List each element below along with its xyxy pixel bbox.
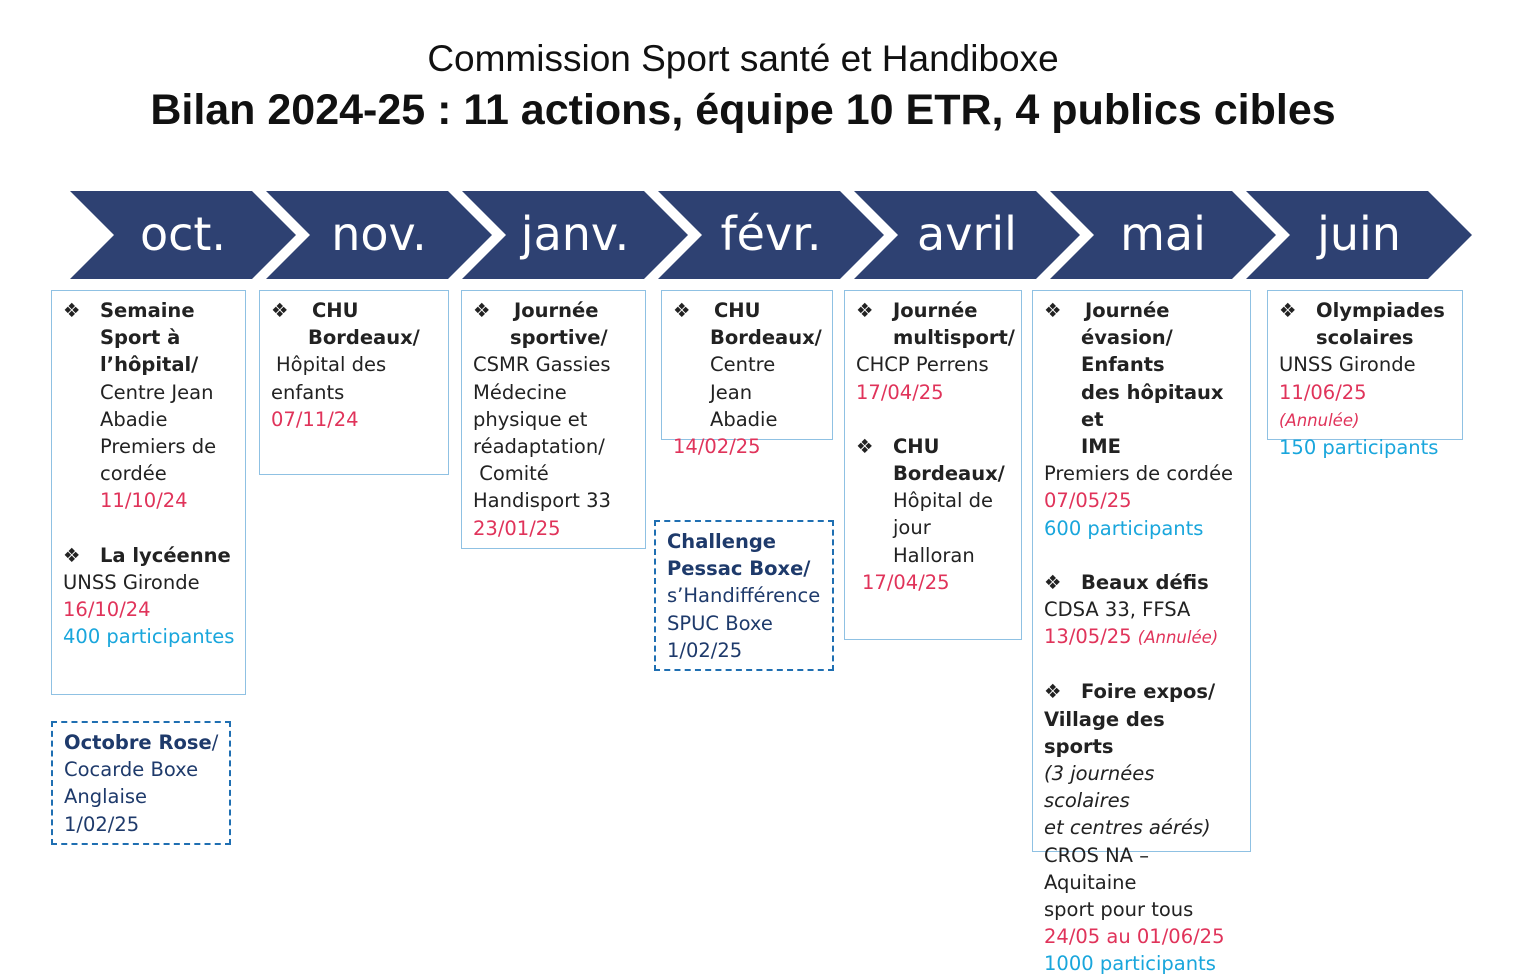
event-item [1044, 569, 1240, 596]
event-date: 1/02/25 [667, 638, 743, 662]
event-detail: CROS NA – Aquitaine [1044, 843, 1149, 894]
event-item [271, 297, 438, 351]
month-label: avril [917, 207, 1017, 261]
event-details [673, 351, 822, 433]
diamond-bullet-icon: ❖ [673, 299, 691, 322]
month-chevron-fevr [658, 191, 884, 279]
event-note: (3 journées scolaires [1044, 762, 1155, 813]
card-oct [51, 290, 246, 695]
event-title: multisport/ [893, 326, 1015, 350]
event-item [673, 297, 822, 351]
diamond-bullet-icon: ❖ [473, 299, 491, 322]
event-detail: Hôpital des [276, 353, 387, 377]
event-detail: réadaptation/ [473, 435, 605, 459]
event-title: Beaux défis [1081, 570, 1209, 594]
event-detail: jour [893, 516, 931, 540]
event-date: 17/04/25 [862, 570, 950, 594]
event-detail: Médecine [473, 380, 567, 404]
event-details [63, 379, 235, 515]
event-title: Village des sports [1044, 707, 1165, 758]
event-title: Journée [514, 299, 599, 322]
event-title-suffix: / [211, 731, 219, 754]
event-detail: Halloran [893, 543, 975, 567]
card-janv [461, 290, 646, 549]
event-detail: Hôpital de [893, 489, 993, 513]
month-label: mai [1120, 207, 1206, 261]
cancelled-note: (Annulée) [1137, 628, 1219, 648]
event-detail: cordée [100, 462, 167, 486]
event-item [1044, 678, 1240, 705]
event-title: CHU [893, 434, 940, 458]
event-date: 14/02/25 [673, 435, 761, 459]
diamond-bullet-icon: ❖ [271, 299, 289, 322]
event-participants: 600 participants [1044, 516, 1204, 540]
month-chevron-juin [1246, 191, 1472, 279]
event-title: Journée [1085, 299, 1170, 322]
event-title: Journée [893, 299, 978, 322]
month-chevron-janv [462, 191, 688, 279]
card-juin [1267, 290, 1463, 460]
event-item [63, 297, 235, 379]
event-title: des hôpitaux et [1081, 380, 1224, 431]
event-note: et centres aérés) [1044, 816, 1211, 840]
event-detail: physique et [473, 407, 588, 431]
event-org: Premiers de cordée [1044, 462, 1234, 486]
event-item [1279, 297, 1452, 351]
event-title: Challenge [667, 530, 777, 553]
event-date: 07/05/25 [1044, 489, 1132, 513]
event-title: Bordeaux/ [893, 462, 1005, 486]
month-chevron-oct [70, 191, 296, 279]
event-item [473, 297, 635, 351]
event-date: 1/02/25 [64, 812, 140, 836]
diamond-bullet-icon: ❖ [1044, 299, 1062, 322]
diamond-bullet-icon: ❖ [1279, 299, 1297, 322]
event-detail: Premiers de [100, 435, 217, 459]
diamond-bullet-icon: ❖ [1044, 680, 1062, 704]
month-label: juin [1317, 207, 1401, 261]
month-chevron-mai [1050, 191, 1276, 279]
card-oct-extra [51, 721, 231, 845]
event-title: Olympiades [1316, 299, 1445, 322]
month-label: févr. [720, 207, 822, 261]
event-detail: s’Handifférence [667, 584, 821, 608]
event-detail: SPUC Boxe [667, 611, 773, 635]
card-nov [259, 290, 449, 475]
event-date: 24/05 au 01/06/25 [1044, 925, 1225, 949]
event-detail: enfants [271, 380, 345, 404]
event-title-line [64, 729, 219, 756]
cancelled-note: (Annulée) [1279, 410, 1360, 430]
event-item [856, 433, 1011, 487]
event-title: CHU [714, 299, 761, 322]
page-title: Bilan 2024-25 : 11 actions, équipe 10 ETR, 4 publics cibles [150, 86, 1336, 134]
month-chevron-nov [266, 191, 492, 279]
event-detail: Handisport 33 [473, 489, 611, 513]
event-detail: sport pour tous [1044, 898, 1194, 922]
event-detail: Cocarde Boxe [64, 758, 199, 782]
diamond-bullet-icon: ❖ [1044, 570, 1062, 594]
event-org: UNSS Gironde [1279, 353, 1416, 377]
event-detail: Comité [473, 462, 549, 486]
event-date: 23/01/25 [473, 516, 561, 540]
event-date-line [1044, 623, 1240, 651]
event-title: Pessac Boxe/ [667, 557, 811, 581]
month-label: nov. [331, 207, 427, 261]
diamond-bullet-icon: ❖ [856, 434, 874, 458]
diamond-bullet-icon: ❖ [63, 299, 81, 322]
event-org: CHCP Perrens [856, 353, 989, 377]
month-label: janv. [520, 207, 630, 261]
event-title: Sport à [100, 326, 181, 350]
diamond-bullet-icon: ❖ [856, 299, 874, 322]
event-title: Bordeaux/ [308, 326, 420, 350]
event-item [1044, 297, 1240, 460]
event-title: CHU [312, 299, 359, 322]
event-date: 13/05/25 [1044, 625, 1132, 649]
event-title: IME [1081, 435, 1121, 459]
event-title: Octobre Rose [64, 731, 212, 754]
event-title: Semaine [100, 299, 195, 322]
event-date: 11/06/25 [1279, 380, 1367, 404]
event-date: 16/10/24 [63, 598, 151, 622]
card-mai [1032, 290, 1251, 976]
event-detail: Centre Jean [710, 353, 776, 404]
month-label: oct. [139, 207, 227, 261]
card-fevr [661, 290, 833, 459]
event-item [856, 297, 1015, 351]
event-title: Foire expos/ [1081, 680, 1216, 704]
event-date-line [1279, 379, 1452, 434]
diamond-bullet-icon: ❖ [63, 543, 81, 567]
event-detail: Abadie [100, 407, 168, 431]
card-avril [844, 290, 1022, 640]
event-details [856, 487, 1011, 569]
event-org: UNSS Gironde [63, 570, 200, 594]
card-fevr-extra [654, 520, 834, 671]
event-org: CDSA 33, FFSA [1044, 598, 1191, 622]
event-title: La lycéenne [100, 543, 231, 567]
event-title: évasion/ Enfants [1081, 326, 1173, 377]
event-date: 11/10/24 [100, 489, 188, 513]
event-date: 07/11/24 [271, 407, 359, 431]
event-item [63, 542, 235, 569]
event-participants: 150 participants [1279, 436, 1439, 460]
subtitle: Commission Sport santé et Handiboxe [427, 38, 1059, 79]
event-detail: Centre Jean [100, 380, 214, 404]
event-title: l’hôpital/ [100, 353, 199, 377]
event-title: sportive/ [510, 326, 608, 350]
event-participants: 1000 participants [1044, 952, 1216, 976]
event-title: scolaires [1316, 326, 1414, 350]
event-title: Bordeaux/ [710, 326, 822, 350]
event-detail: CSMR Gassies [473, 353, 611, 377]
month-chevron-avril [854, 191, 1080, 279]
event-detail: Abadie [710, 407, 778, 431]
event-date: 17/04/25 [856, 380, 944, 404]
event-detail: Anglaise [64, 785, 148, 809]
event-participants: 400 participantes [63, 625, 235, 649]
